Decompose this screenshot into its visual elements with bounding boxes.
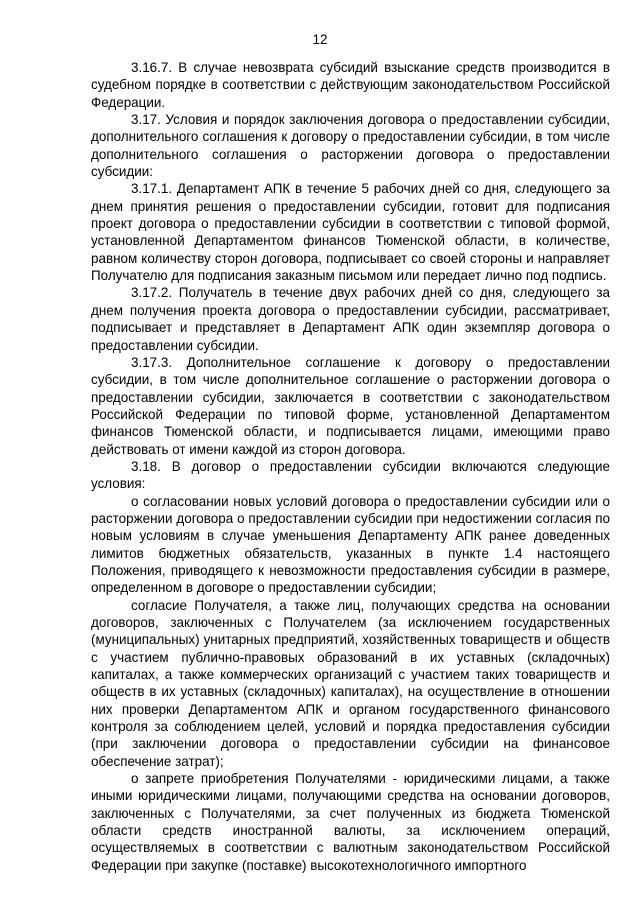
document-body (91, 59, 610, 874)
paragraph-3-18: 3.18. В договор о предоставлении субсидии включаются следующие условия: (91, 458, 610, 492)
paragraph-condition-currency-ban: о запрете приобретения Получателями - юридическими лицами, а также иными юридическими лицами, получающими средства на основании договоров, заключенных с Получателями, за счет полученных из бюджета Тюменской области средств иностранной валюты, за исключением операций, осуществляемых в соответствии с валютным законодательством Российской Федерации при закупке (поставке) высокотехнологичного импортного (91, 771, 610, 873)
paragraph-3-17-1: 3.17.1. Департамент АПК в течение 5 рабочих дней со дня, следующего за днем принятия решения о предоставлении субсидии, готовит для подписания проект договора о предоставлении субсидии в соответствии с типовой формой, установленной Департаментом финансов Тюменской области, в количестве, равном количеству сторон договора, подписывает со своей стороны и направляет Получателю для подписания заказным письмом или передает лично под подпись. (91, 181, 610, 284)
paragraph-3-16-7: 3.16.7. В случае невозврата субсидий взыскание средств производится в судебном порядке в соответствии с действующим законодательством Российской Федерации. (91, 60, 610, 110)
page-number: 12 (312, 32, 328, 47)
paragraph-condition-agreement: о согласовании новых условий договора о предоставлении субсидии или о расторжении договора о предоставлении субсидии при недостижении согласия по новым условиям в случае уменьшения Департаменту АПК ранее доведенных лимитов бюджетных обязательств, указанных в пункте 1.4 настоящего Положения, приводящего к невозможности предоставления субсидии в размере, определенном в договоре о предоставлении субсидии; (91, 493, 610, 596)
paragraph-3-17-3: 3.17.3. Дополнительное соглашение к договору о предоставлении субсидии, в том числе дополнительное соглашение о расторжении договора о предоставлении субсидии, заключается в соответствии с законодательством Российской Федерации по типовой форме, установленной Департаментом финансов Тюменской области, и подписывается лицами, имеющими право действовать от имени каждой из сторон договора. (91, 354, 610, 457)
paragraph-3-17: 3.17. Условия и порядок заключения договора о предоставлении субсидии, дополнительного соглашения к договору о предоставлении субсидии, в том числе дополнительного соглашения о расторжении договора о предоставлении субсидии: (91, 112, 610, 180)
paragraph-condition-consent: согласие Получателя, а также лиц, получающих средства на основании договоров, заключенных с Получателем (за исключением государственных (муниципальных) унитарных предприятий, хозяйственных товариществ и обществ с участием публично-правовых образований в их уставных (складочных) капиталах, а также коммерческих организаций с участием таких товариществ и обществ в их уставных (складочных) капиталах), на осуществление в отношении них проверки Департаментом АПК и органом государственного финансового контроля за соблюдением целей, условий и порядка предоставления субсидии (при заключении договора о предоставлении субсидии на финансовое обеспечение затрат); (91, 597, 610, 769)
paragraph-3-17-2: 3.17.2. Получатель в течение двух рабочих дней со дня, следующего за днем получения проекта договора о предоставлении субсидии, рассматривает, подписывает и представляет в Департамент АПК один экземпляр договора о предоставлении субсидии. (91, 285, 610, 353)
